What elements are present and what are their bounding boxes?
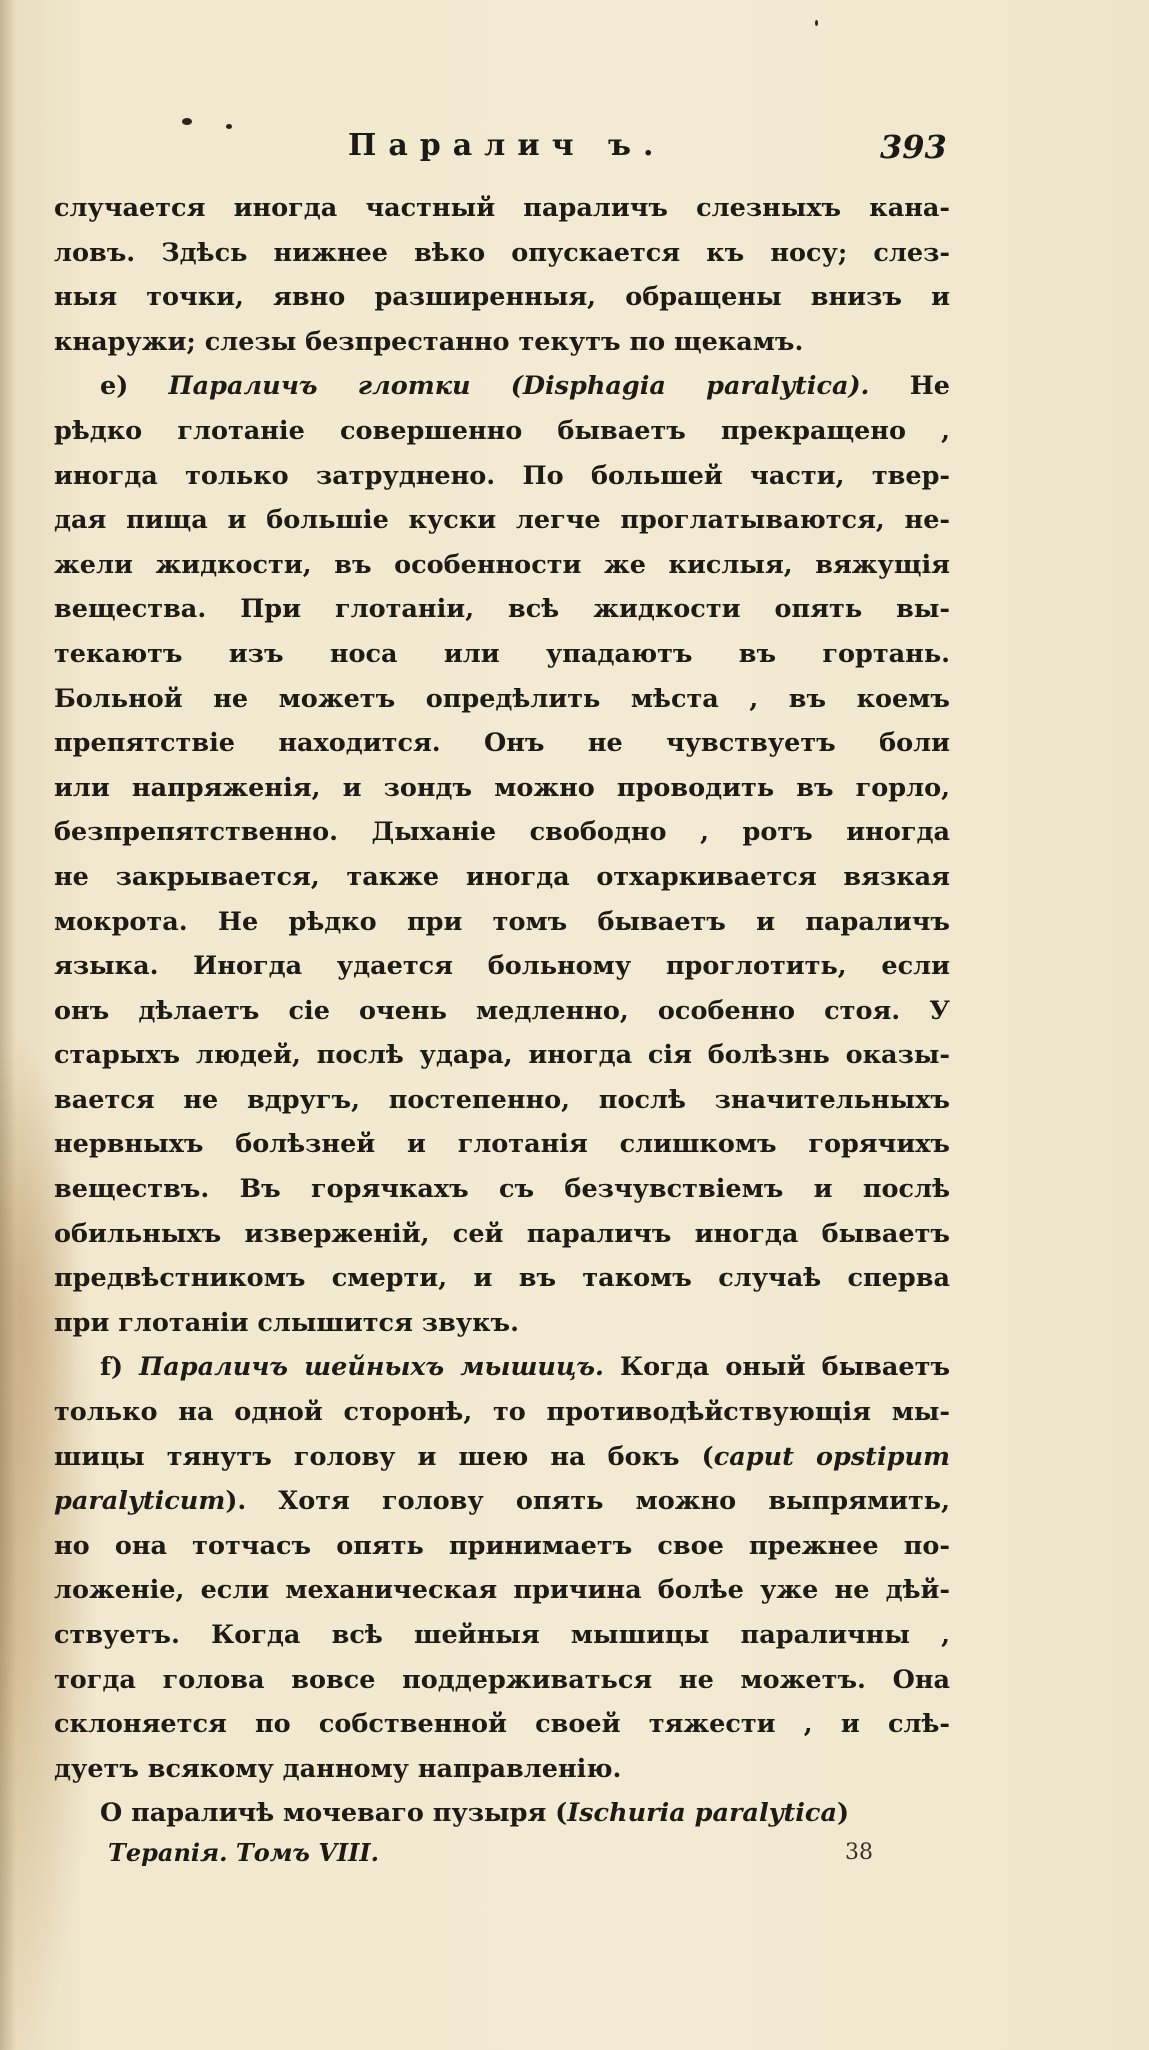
text-line: [54, 275, 950, 320]
text-line: [54, 1256, 950, 1301]
line-text: иногда только затруднено. По большей части, твер-: [54, 460, 950, 491]
line-text: вается не вдругъ, постепенно, послѣ значительныхъ: [54, 1084, 950, 1115]
line-text: веществъ. Въ горячкахъ съ безчувствіемъ и послѣ: [54, 1174, 950, 1205]
ink-speck: [226, 124, 232, 129]
line-text: нервныхъ болѣзней и глотанія слишкомъ горячихъ: [54, 1129, 950, 1160]
text-line: [54, 944, 950, 989]
line-text: жели жидкости, въ особенности же кислыя, вяжущія: [54, 549, 950, 580]
text-line: [54, 1658, 950, 1703]
text-line: [54, 1435, 950, 1480]
text-line: [54, 1390, 950, 1435]
text-line: [54, 1568, 950, 1613]
text-line: [54, 409, 950, 454]
text-line: [54, 1479, 950, 1524]
page-number: 393: [880, 128, 947, 166]
printer-signature: Терапія. Томъ VIII.: [108, 1838, 379, 1867]
line-text: текаютъ изъ носа или упадаютъ въ гортань.: [54, 638, 950, 669]
text-line: [54, 498, 950, 543]
text-line: [54, 1345, 950, 1390]
line-text: тогда голова вовсе поддерживаться не можетъ. Она: [54, 1664, 950, 1695]
text-line: [54, 1524, 950, 1569]
line-text: обильныхъ изверженій, сей параличъ иногда бываетъ: [54, 1218, 950, 1249]
ink-speck: [182, 118, 192, 125]
line-prefix: шицы тянутъ голову и шею на бокъ (: [54, 1441, 714, 1472]
ink-speck: [815, 20, 818, 26]
text-line: [54, 1033, 950, 1078]
line-text: при глотаніи слышится звукъ.: [54, 1307, 519, 1338]
text-line: [54, 364, 950, 409]
running-head: Паралич ъ.: [348, 128, 666, 163]
line-text: предвѣстникомъ смерти, и въ такомъ случаѣ сперва: [54, 1263, 950, 1294]
text-line: [54, 587, 950, 632]
line-text: Больной не можетъ опредѣлить мѣста , въ коемъ: [54, 683, 950, 714]
line-rest: ). Хотя голову опять можно выпрямить,: [225, 1486, 950, 1517]
line-text: безпрепятственно. Дыханіе свободно , ротъ иногда: [54, 817, 950, 848]
text-line: [54, 810, 950, 855]
text-line: [54, 1702, 950, 1747]
line-text: ложеніе, если механическая причина болѣе уже не дѣй-: [54, 1575, 950, 1606]
line-text: но она тотчасъ опять принимаетъ свое прежнее по-: [54, 1530, 950, 1561]
italic-term: Параличъ шейныхъ мышицъ.: [139, 1352, 604, 1383]
text-line: [54, 1167, 950, 1212]
text-line: [54, 320, 950, 365]
text-line: [54, 1078, 950, 1123]
line-text: ныя точки, явно разширенныя, обращены внизъ и: [54, 282, 950, 313]
text-line: [54, 1301, 950, 1346]
line-rest: ): [836, 1798, 850, 1829]
text-line: [54, 543, 950, 588]
line-text: мокрота. Не рѣдко при томъ бываетъ и параличъ: [54, 906, 950, 937]
text-line: [54, 186, 950, 231]
text-line: [54, 855, 950, 900]
page-header: [0, 128, 1149, 178]
line-text: не закрывается, также иногда отхаркивается вязкая: [54, 861, 950, 892]
italic-term: Ischuria paralytica: [567, 1798, 837, 1829]
body-text: [54, 186, 950, 1836]
line-text: препятствіе находится. Онъ не чувствуетъ боли: [54, 728, 950, 759]
line-text: кнаружи; слезы безпрестанно текутъ по щекамъ.: [54, 326, 804, 357]
text-line: [54, 766, 950, 811]
italic-term: caput opstipum: [713, 1441, 951, 1472]
signature-mark: 38: [845, 1840, 873, 1865]
line-text: только на одной сторонѣ, то противодѣйствующія мы-: [54, 1397, 950, 1428]
line-text: склоняется по собственной своей тяжести , и слѣ-: [54, 1709, 950, 1740]
line-prefix: f): [100, 1352, 140, 1383]
line-text: языка. Иногда удается больному проглотить, если: [54, 951, 950, 982]
line-prefix: е): [100, 371, 169, 402]
line-text: дая пища и большіе куски легче проглатываются, не-: [54, 505, 950, 536]
line-prefix: О параличѣ мочеваго пузыря (: [100, 1798, 568, 1829]
line-text: онъ дѣлаетъ сіе очень медленно, особенно стоя. У: [54, 995, 950, 1026]
text-line: [54, 1122, 950, 1167]
text-line: [54, 1613, 950, 1658]
text-line: [54, 900, 950, 945]
line-text: вещества. При глотаніи, всѣ жидкости опять вы-: [54, 594, 950, 625]
text-line: [54, 231, 950, 276]
line-text: ловъ. Здѣсь нижнее вѣко опускается къ носу; слез-: [54, 237, 950, 268]
text-line: [54, 677, 950, 722]
line-rest: Не: [869, 371, 951, 402]
page-edge-shadow: [0, 0, 16, 2050]
line-text: случается иногда частный параличъ слезныхъ кана-: [54, 193, 950, 223]
text-line: [54, 1747, 950, 1792]
text-line: [54, 1212, 950, 1257]
text-line: [54, 1791, 950, 1836]
page-footer: [0, 1838, 1149, 1878]
line-text: старыхъ людей, послѣ удара, иногда сія болѣзнь оказы-: [54, 1040, 950, 1071]
text-line: [54, 632, 950, 677]
text-line: [54, 454, 950, 499]
italic-term: Параличъ глотки (Disphagia paralytica).: [168, 371, 870, 402]
line-text: или напряженія, и зондъ можно проводить въ горло,: [54, 772, 950, 803]
text-line: [54, 721, 950, 766]
italic-term: paralyticum: [54, 1486, 226, 1517]
line-text: дуетъ всякому данному направленію.: [54, 1753, 622, 1784]
text-line: [54, 989, 950, 1034]
line-text: рѣдко глотаніе совершенно бываетъ прекращено ,: [54, 415, 950, 446]
line-text: ствуетъ. Когда всѣ шейныя мышицы параличны ,: [54, 1620, 950, 1650]
line-rest: Когда оный бываетъ: [603, 1352, 951, 1383]
